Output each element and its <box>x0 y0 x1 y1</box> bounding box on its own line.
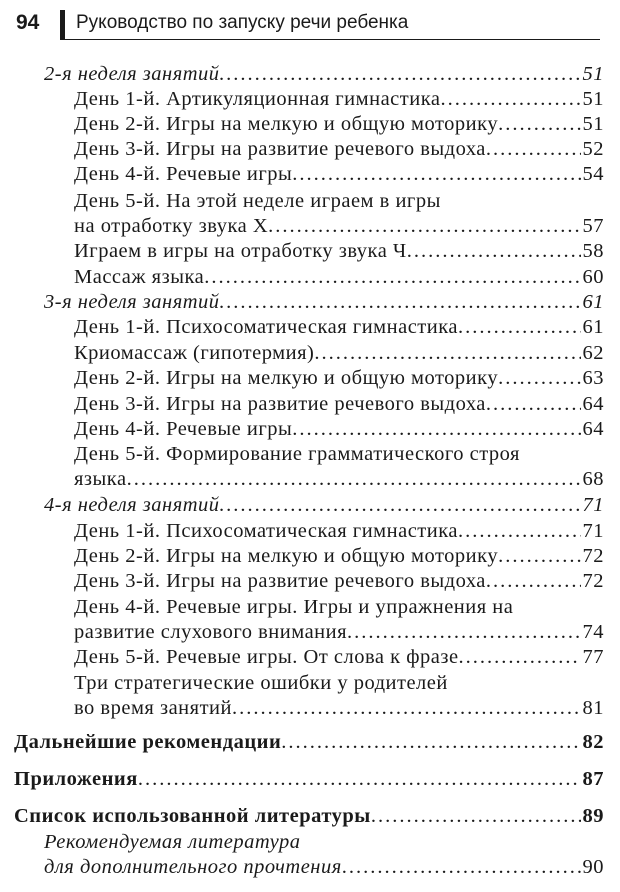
toc-entry-title: Приложения <box>14 768 138 790</box>
toc-leader-dots <box>498 366 580 391</box>
toc-page-number: 60 <box>582 266 604 288</box>
toc-page-number: 63 <box>582 367 604 389</box>
toc-page-number: 51 <box>582 113 604 135</box>
toc-entry-title: День 2-й. Игры на мелкую и общую моторику <box>74 545 499 567</box>
toc-page-number: 51 <box>582 88 604 110</box>
toc-leader-dots <box>458 519 581 544</box>
toc-entry-title-continued: развитие слухового внимания <box>74 621 348 643</box>
toc-leader-dots <box>486 137 581 162</box>
toc-entry-title: День 4-й. Речевые игры. Игры и упражнения на <box>74 596 514 618</box>
toc-page-number: 62 <box>582 342 604 364</box>
toc-entry-title: Играем в игры на отработку звука Ч <box>74 240 407 262</box>
toc-page-number: 72 <box>582 570 604 592</box>
toc-week-heading[interactable] <box>44 493 604 518</box>
toc-leader-dots <box>232 696 581 721</box>
toc-leader-dots <box>292 417 580 442</box>
toc-entry-title: День 4-й. Речевые игры <box>74 418 293 440</box>
toc-page-number: 64 <box>582 393 604 415</box>
toc-page-number: 61 <box>582 291 604 313</box>
toc-leader-dots <box>292 162 580 187</box>
toc-entry[interactable] <box>74 417 604 442</box>
toc-page-number: 81 <box>582 697 604 719</box>
toc-entry[interactable] <box>74 341 604 366</box>
toc-leader-dots <box>486 569 581 594</box>
toc-leader-dots <box>220 62 581 87</box>
toc-entry[interactable] <box>74 671 604 721</box>
toc-leader-dots <box>204 265 580 290</box>
toc-leader-dots <box>268 214 580 239</box>
toc-entry-title: День 3-й. Игры на развитие речевого выдоха <box>74 393 486 415</box>
toc-entry-title: Массаж языка <box>74 266 205 288</box>
toc-entry[interactable] <box>74 112 604 137</box>
toc-page-number: 64 <box>582 418 604 440</box>
toc-entry-title: День 1-й. Артикуляционная гимнастика <box>74 88 441 110</box>
toc-entry-title: День 3-й. Игры на развитие речевого выдоха <box>74 570 486 592</box>
toc-entry[interactable] <box>74 519 604 544</box>
toc-entry-title: Список использованной литературы <box>14 805 371 827</box>
toc-entry[interactable] <box>74 569 604 594</box>
toc-entry[interactable] <box>74 87 604 112</box>
toc-page-number: 90 <box>582 856 604 878</box>
toc-page-number: 68 <box>582 468 604 490</box>
toc-page-number: 51 <box>582 63 604 85</box>
page-header <box>12 10 600 38</box>
toc-entry-title: День 1-й. Психосоматическая гимнастика <box>74 520 458 542</box>
toc-entry[interactable] <box>74 265 604 290</box>
toc-entry-title: День 5-й. Формирование грамматического строя <box>74 443 520 465</box>
toc-leader-dots <box>127 467 581 492</box>
toc-entry[interactable] <box>74 189 604 239</box>
toc-entry[interactable] <box>74 162 604 187</box>
toc-page-number: 74 <box>582 621 604 643</box>
toc-entry-title: Дальнейшие рекомендации <box>14 731 282 753</box>
toc-entry-title: 2-я неделя занятий <box>44 63 220 85</box>
toc-entry-title: День 1-й. Психосоматическая гимнастика <box>74 316 458 338</box>
toc-page-number: 77 <box>582 646 604 668</box>
toc-entry-title: Три стратегические ошибки у родителей <box>74 672 448 694</box>
toc-leader-dots <box>220 290 581 315</box>
toc-page-number: 71 <box>582 494 604 516</box>
toc-page-number: 52 <box>582 138 604 160</box>
toc-entry[interactable] <box>74 392 604 417</box>
toc-leader-dots <box>440 87 580 112</box>
toc-entry-title-continued: на отработку звука Х <box>74 215 269 237</box>
toc-leader-dots <box>342 855 581 880</box>
toc-page-number: 82 <box>582 731 604 753</box>
toc-entry-title-continued: для дополнительного прочтения <box>44 856 342 878</box>
toc-leader-dots <box>220 493 581 518</box>
running-title: Руководство по запуску речи ребенка <box>76 12 409 33</box>
page-number: 94 <box>16 11 40 34</box>
toc-leader-dots <box>498 544 580 569</box>
toc-entry[interactable] <box>74 544 604 569</box>
toc-leader-dots <box>458 315 581 340</box>
toc-page-number: 54 <box>582 163 604 185</box>
toc-entry-title-continued: во время занятий <box>74 697 232 719</box>
toc-entry-title: Криомассаж (гипотермия) <box>74 342 315 364</box>
toc-entry-title: 4-я неделя занятий <box>44 494 220 516</box>
toc-leader-dots <box>314 341 580 366</box>
toc-entry[interactable] <box>74 442 604 492</box>
toc-entry-title: День 3-й. Игры на развитие речевого выдоха <box>74 138 486 160</box>
toc-week-heading[interactable] <box>44 290 604 315</box>
toc-entry[interactable] <box>74 315 604 340</box>
toc-leader-dots <box>498 112 580 137</box>
toc-entry-title: День 2-й. Игры на мелкую и общую моторику <box>74 367 499 389</box>
toc-page-number: 87 <box>582 768 604 790</box>
toc-page-number: 72 <box>582 545 604 567</box>
toc-week-heading[interactable] <box>44 62 604 87</box>
toc-section[interactable] <box>14 804 604 829</box>
toc-entry-title: День 4-й. Речевые игры <box>74 163 293 185</box>
toc-entry-title: 3-я неделя занятий <box>44 291 220 313</box>
toc-leader-dots <box>486 392 581 417</box>
toc-entry-title: День 5-й. На этой неделе играем в игры <box>74 190 441 212</box>
toc-entry-title: День 5-й. Речевые игры. От слова к фразе <box>74 646 459 668</box>
toc-page-number: 58 <box>582 240 604 262</box>
toc-entry[interactable] <box>74 239 604 264</box>
toc-page-number: 71 <box>582 520 604 542</box>
toc-page-number: 89 <box>582 805 604 827</box>
toc-section[interactable] <box>14 730 604 755</box>
toc-leader-dots <box>371 804 581 829</box>
toc-entry[interactable] <box>74 645 604 670</box>
toc-entry[interactable] <box>74 137 604 162</box>
toc-leader-dots <box>407 239 581 264</box>
toc-entry-title: Рекомендуемая литература <box>44 831 301 853</box>
toc-entry[interactable] <box>44 830 604 880</box>
header-rule <box>60 39 600 40</box>
toc-leader-dots <box>347 620 580 645</box>
toc-section[interactable] <box>14 767 604 792</box>
toc-leader-dots <box>459 645 581 670</box>
toc-page-number: 61 <box>582 316 604 338</box>
toc-entry-title-continued: языка <box>74 468 127 490</box>
toc-leader-dots <box>138 767 581 792</box>
toc-page-number: 57 <box>582 215 604 237</box>
header-bar <box>60 10 65 40</box>
toc-entry[interactable] <box>74 595 604 645</box>
toc-entry-title: День 2-й. Игры на мелкую и общую моторику <box>74 113 499 135</box>
toc-leader-dots <box>281 730 580 755</box>
toc-entry[interactable] <box>74 366 604 391</box>
